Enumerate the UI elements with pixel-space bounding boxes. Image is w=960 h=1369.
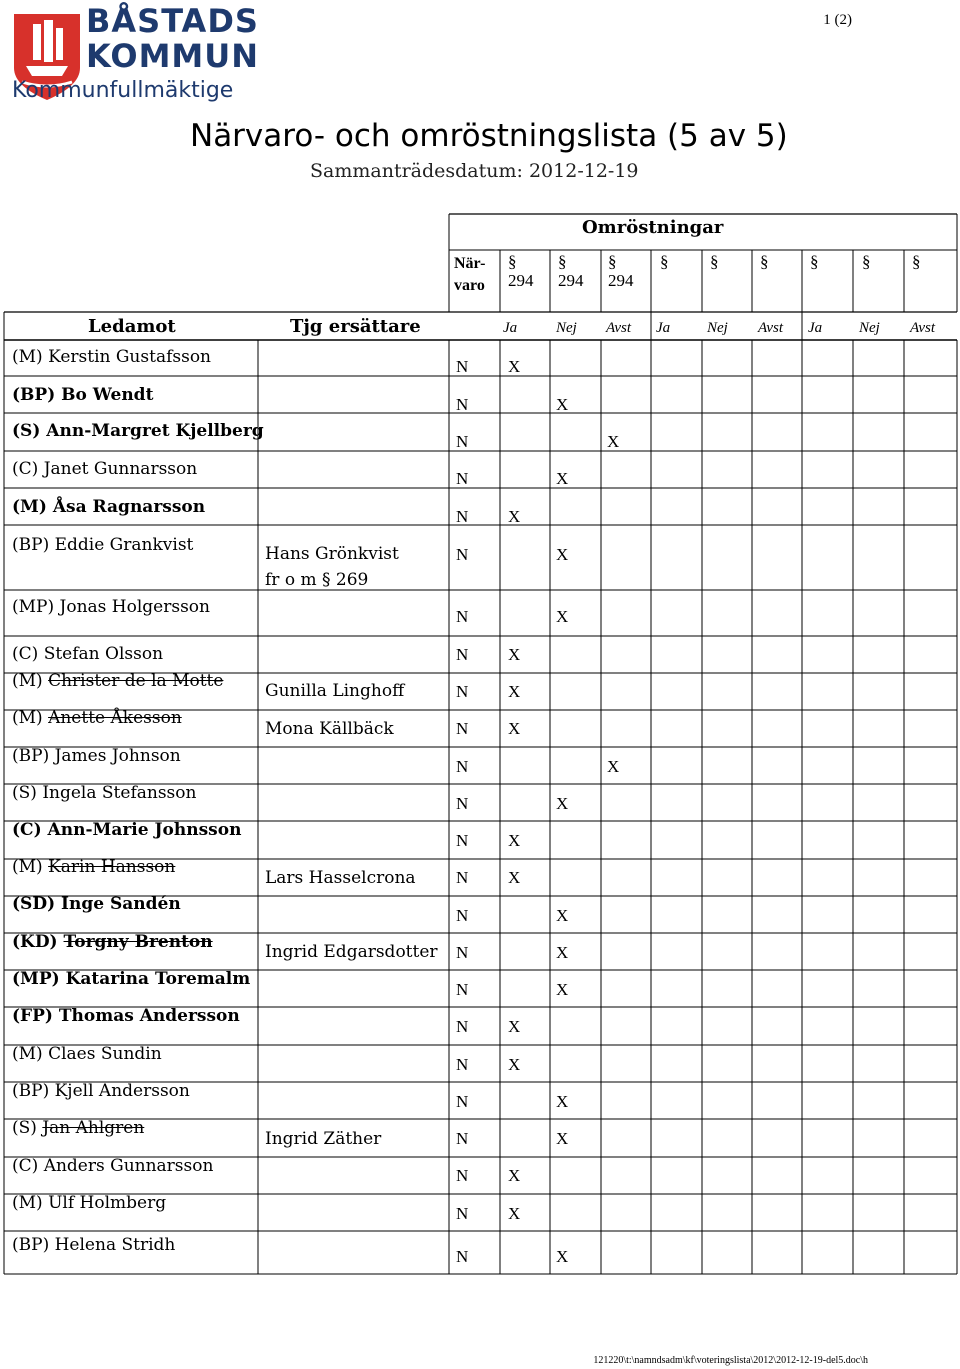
member-name xyxy=(12,708,182,728)
vote-mark: X xyxy=(556,1092,569,1111)
presence-mark: N xyxy=(456,395,469,414)
member-name-text: Karin Hansson xyxy=(48,857,176,877)
paragraph-sign: § xyxy=(862,252,871,271)
vote-mark: X xyxy=(508,719,521,738)
member-name xyxy=(12,1193,166,1213)
member-name-text: Anette Åkesson xyxy=(48,708,182,728)
presence-mark: N xyxy=(456,645,469,664)
presence-mark: N xyxy=(456,719,469,738)
member-name-text: Claes Sundin xyxy=(48,1044,162,1064)
member-name-text: Inge Sandén xyxy=(61,894,181,914)
party-label: (M) xyxy=(12,708,49,728)
substitute-name: Mona Källbäck xyxy=(265,719,394,739)
substitute-name: Gunilla Linghoff xyxy=(265,681,405,701)
vote-mark: X xyxy=(508,645,521,664)
member-name-text: Anders Gunnarsson xyxy=(43,1156,214,1176)
paragraph-sign: § xyxy=(810,252,819,271)
paragraph-sign: § xyxy=(760,252,769,271)
party-label: (C) xyxy=(12,644,44,664)
party-label: (BP) xyxy=(12,535,55,555)
member-name xyxy=(12,1006,240,1026)
paragraph-header-8 xyxy=(862,252,871,271)
member-name xyxy=(12,1081,190,1101)
party-label: (M) xyxy=(12,1044,49,1064)
party-label: (S) xyxy=(12,421,47,441)
member-name xyxy=(12,894,181,914)
member-name xyxy=(12,597,210,617)
vote-mark: X xyxy=(508,682,521,701)
paragraph-sign: § xyxy=(508,252,517,271)
presence-mark: N xyxy=(456,831,469,850)
paragraph-header-3 xyxy=(608,252,634,290)
paragraph-number: 294 xyxy=(608,271,634,290)
vote-mark: X xyxy=(556,1129,569,1148)
member-name-text: Bo Wendt xyxy=(61,385,154,405)
member-name-text: Thomas Andersson xyxy=(58,1006,240,1026)
member-name-text: Ulf Holmberg xyxy=(48,1193,167,1213)
member-name xyxy=(12,535,193,555)
vote-mark: X xyxy=(508,831,521,850)
presence-mark: N xyxy=(456,607,469,626)
paragraph-header-2 xyxy=(558,252,584,290)
paragraph-number: 294 xyxy=(508,271,534,290)
member-name xyxy=(12,459,197,479)
presence-mark: N xyxy=(456,980,469,999)
member-name xyxy=(12,497,205,517)
vote-mark: X xyxy=(607,432,620,451)
presence-mark: N xyxy=(456,682,469,701)
member-name-text: Åsa Ragnarsson xyxy=(52,497,206,517)
presence-mark: N xyxy=(456,906,469,925)
presence-mark: N xyxy=(456,1017,469,1036)
party-label: (M) xyxy=(12,347,49,367)
vote-mark: X xyxy=(508,1017,521,1036)
party-label: (KD) xyxy=(12,932,64,952)
party-label: (BP) xyxy=(12,1235,55,1255)
logo-text-bastads: BÅSTADS xyxy=(86,2,259,40)
vote-mark: X xyxy=(556,980,569,999)
member-name-text: Ann-Marie Johnsson xyxy=(47,820,242,840)
presence-mark: N xyxy=(456,1129,469,1148)
substitute-name: Ingrid Edgarsdotter xyxy=(265,942,438,962)
member-name-text: Helena Stridh xyxy=(54,1235,176,1255)
member-name-text: James Johnson xyxy=(54,746,181,766)
member-name xyxy=(12,1235,175,1255)
member-name xyxy=(12,932,213,952)
presence-mark: N xyxy=(456,1247,469,1266)
document-title: Närvaro- och omröstningslista (5 av 5) xyxy=(190,118,788,154)
vote-label-ja: Ja xyxy=(656,320,671,336)
paragraph-sign: § xyxy=(558,252,567,271)
member-name-text: Ingela Stefansson xyxy=(42,783,197,803)
presence-mark: N xyxy=(456,943,469,962)
narvaro-header xyxy=(454,253,485,297)
member-name xyxy=(12,969,250,989)
party-label: (C) xyxy=(12,1156,44,1176)
tjg-ersattare-header: Tjg ersättare xyxy=(290,316,421,337)
member-name xyxy=(12,783,196,803)
vote-mark: X xyxy=(607,757,620,776)
party-label: (MP) xyxy=(12,597,60,617)
member-name-text: Stefan Olsson xyxy=(43,644,164,664)
paragraph-number: 294 xyxy=(558,271,584,290)
member-name-text: Torgny Brenton xyxy=(63,932,213,952)
member-name xyxy=(12,644,163,664)
member-name-text: Christer de la Motte xyxy=(48,671,224,691)
substitute-name: Ingrid Zäther xyxy=(265,1129,382,1149)
party-label: (BP) xyxy=(12,385,62,405)
member-name-text: Jonas Holgersson xyxy=(59,597,210,617)
paragraph-header-7 xyxy=(810,252,819,271)
party-label: (FP) xyxy=(12,1006,59,1026)
vote-label-nej: Nej xyxy=(707,320,728,336)
paragraph-header-5 xyxy=(710,252,719,271)
vote-label-nej: Nej xyxy=(556,320,577,336)
member-name xyxy=(12,385,153,405)
member-name xyxy=(12,1118,144,1138)
paragraph-sign: § xyxy=(912,252,921,271)
presence-mark: N xyxy=(456,1092,469,1111)
logo-text-kommun: KOMMUN xyxy=(86,37,260,75)
vote-mark: X xyxy=(556,395,569,414)
vote-mark: X xyxy=(508,357,521,376)
meeting-date: Sammanträdesdatum: 2012-12-19 xyxy=(310,160,639,182)
presence-mark: N xyxy=(456,545,469,564)
member-name-text: Kjell Andersson xyxy=(54,1081,190,1101)
page-number: 1 (2) xyxy=(823,12,852,28)
presence-mark: N xyxy=(456,794,469,813)
member-name-text: Jan Ahlgren xyxy=(42,1118,145,1138)
member-name xyxy=(12,421,264,441)
member-name xyxy=(12,1044,162,1064)
member-name xyxy=(12,820,241,840)
member-name-text: Katarina Toremalm xyxy=(65,969,251,989)
substitute-note: fr o m § 269 xyxy=(265,570,369,590)
party-label: (M) xyxy=(12,671,49,691)
presence-mark: N xyxy=(456,469,469,488)
paragraph-header-4 xyxy=(660,252,669,271)
paragraph-header-9 xyxy=(912,252,921,271)
paragraph-sign: § xyxy=(660,252,669,271)
vote-mark: X xyxy=(556,943,569,962)
paragraph-header-1 xyxy=(508,252,534,290)
party-label: (M) xyxy=(12,497,53,517)
substitute-name: Hans Grönkvist xyxy=(265,544,399,564)
vote-mark: X xyxy=(556,607,569,626)
party-label: (S) xyxy=(12,1118,43,1138)
party-label: (M) xyxy=(12,857,49,877)
vote-label-ja: Ja xyxy=(503,320,518,336)
vote-mark: X xyxy=(508,868,521,887)
presence-mark: N xyxy=(456,507,469,526)
ledamot-header: Ledamot xyxy=(88,316,176,337)
vote-mark: X xyxy=(556,1247,569,1266)
narvaro-header-line1: När- xyxy=(454,255,486,272)
party-label: (C) xyxy=(12,459,44,479)
member-name-text: Eddie Grankvist xyxy=(54,535,194,555)
paragraph-sign: § xyxy=(710,252,719,271)
party-label: (MP) xyxy=(12,969,66,989)
vote-mark: X xyxy=(556,545,569,564)
file-path-footer: 121220\t:\namndsadm\kf\voteringslista\2012\2012-12-19-del5.doc\h xyxy=(593,1355,868,1366)
presence-mark: N xyxy=(456,1055,469,1074)
presence-mark: N xyxy=(456,1166,469,1185)
member-name xyxy=(12,347,211,367)
vote-label-ja: Ja xyxy=(808,320,823,336)
presence-mark: N xyxy=(456,757,469,776)
omrostningar-header: Omröstningar xyxy=(582,217,724,238)
vote-mark: X xyxy=(508,507,521,526)
vote-label-avst: Avst xyxy=(910,320,935,336)
presence-mark: N xyxy=(456,432,469,451)
member-name xyxy=(12,671,223,691)
party-label: (BP) xyxy=(12,1081,55,1101)
presence-mark: N xyxy=(456,1204,469,1223)
vote-label-avst: Avst xyxy=(606,320,631,336)
narvaro-header-line2: varo xyxy=(454,277,485,294)
vote-mark: X xyxy=(556,469,569,488)
member-name-text: Ann-Margret Kjellberg xyxy=(46,421,264,441)
member-name-text: Kerstin Gustafsson xyxy=(48,347,211,367)
vote-mark: X xyxy=(556,906,569,925)
party-label: (M) xyxy=(12,1193,49,1213)
logo-text-kommunfullmaktige: Kommunfullmäktige xyxy=(12,78,234,103)
party-label: (S) xyxy=(12,783,43,803)
vote-mark: X xyxy=(508,1204,521,1223)
member-name xyxy=(12,1156,213,1176)
party-label: (C) xyxy=(12,820,48,840)
member-name-text: Janet Gunnarsson xyxy=(43,459,198,479)
party-label: (BP) xyxy=(12,746,55,766)
presence-mark: N xyxy=(456,357,469,376)
vote-mark: X xyxy=(508,1055,521,1074)
vote-label-avst: Avst xyxy=(758,320,783,336)
member-name xyxy=(12,857,175,877)
vote-label-nej: Nej xyxy=(859,320,880,336)
party-label: (SD) xyxy=(12,894,62,914)
vote-mark: X xyxy=(556,794,569,813)
presence-mark: N xyxy=(456,868,469,887)
substitute-name: Lars Hasselcrona xyxy=(265,868,416,888)
paragraph-header-6 xyxy=(760,252,769,271)
paragraph-sign: § xyxy=(608,252,617,271)
member-name xyxy=(12,746,181,766)
vote-mark: X xyxy=(508,1166,521,1185)
